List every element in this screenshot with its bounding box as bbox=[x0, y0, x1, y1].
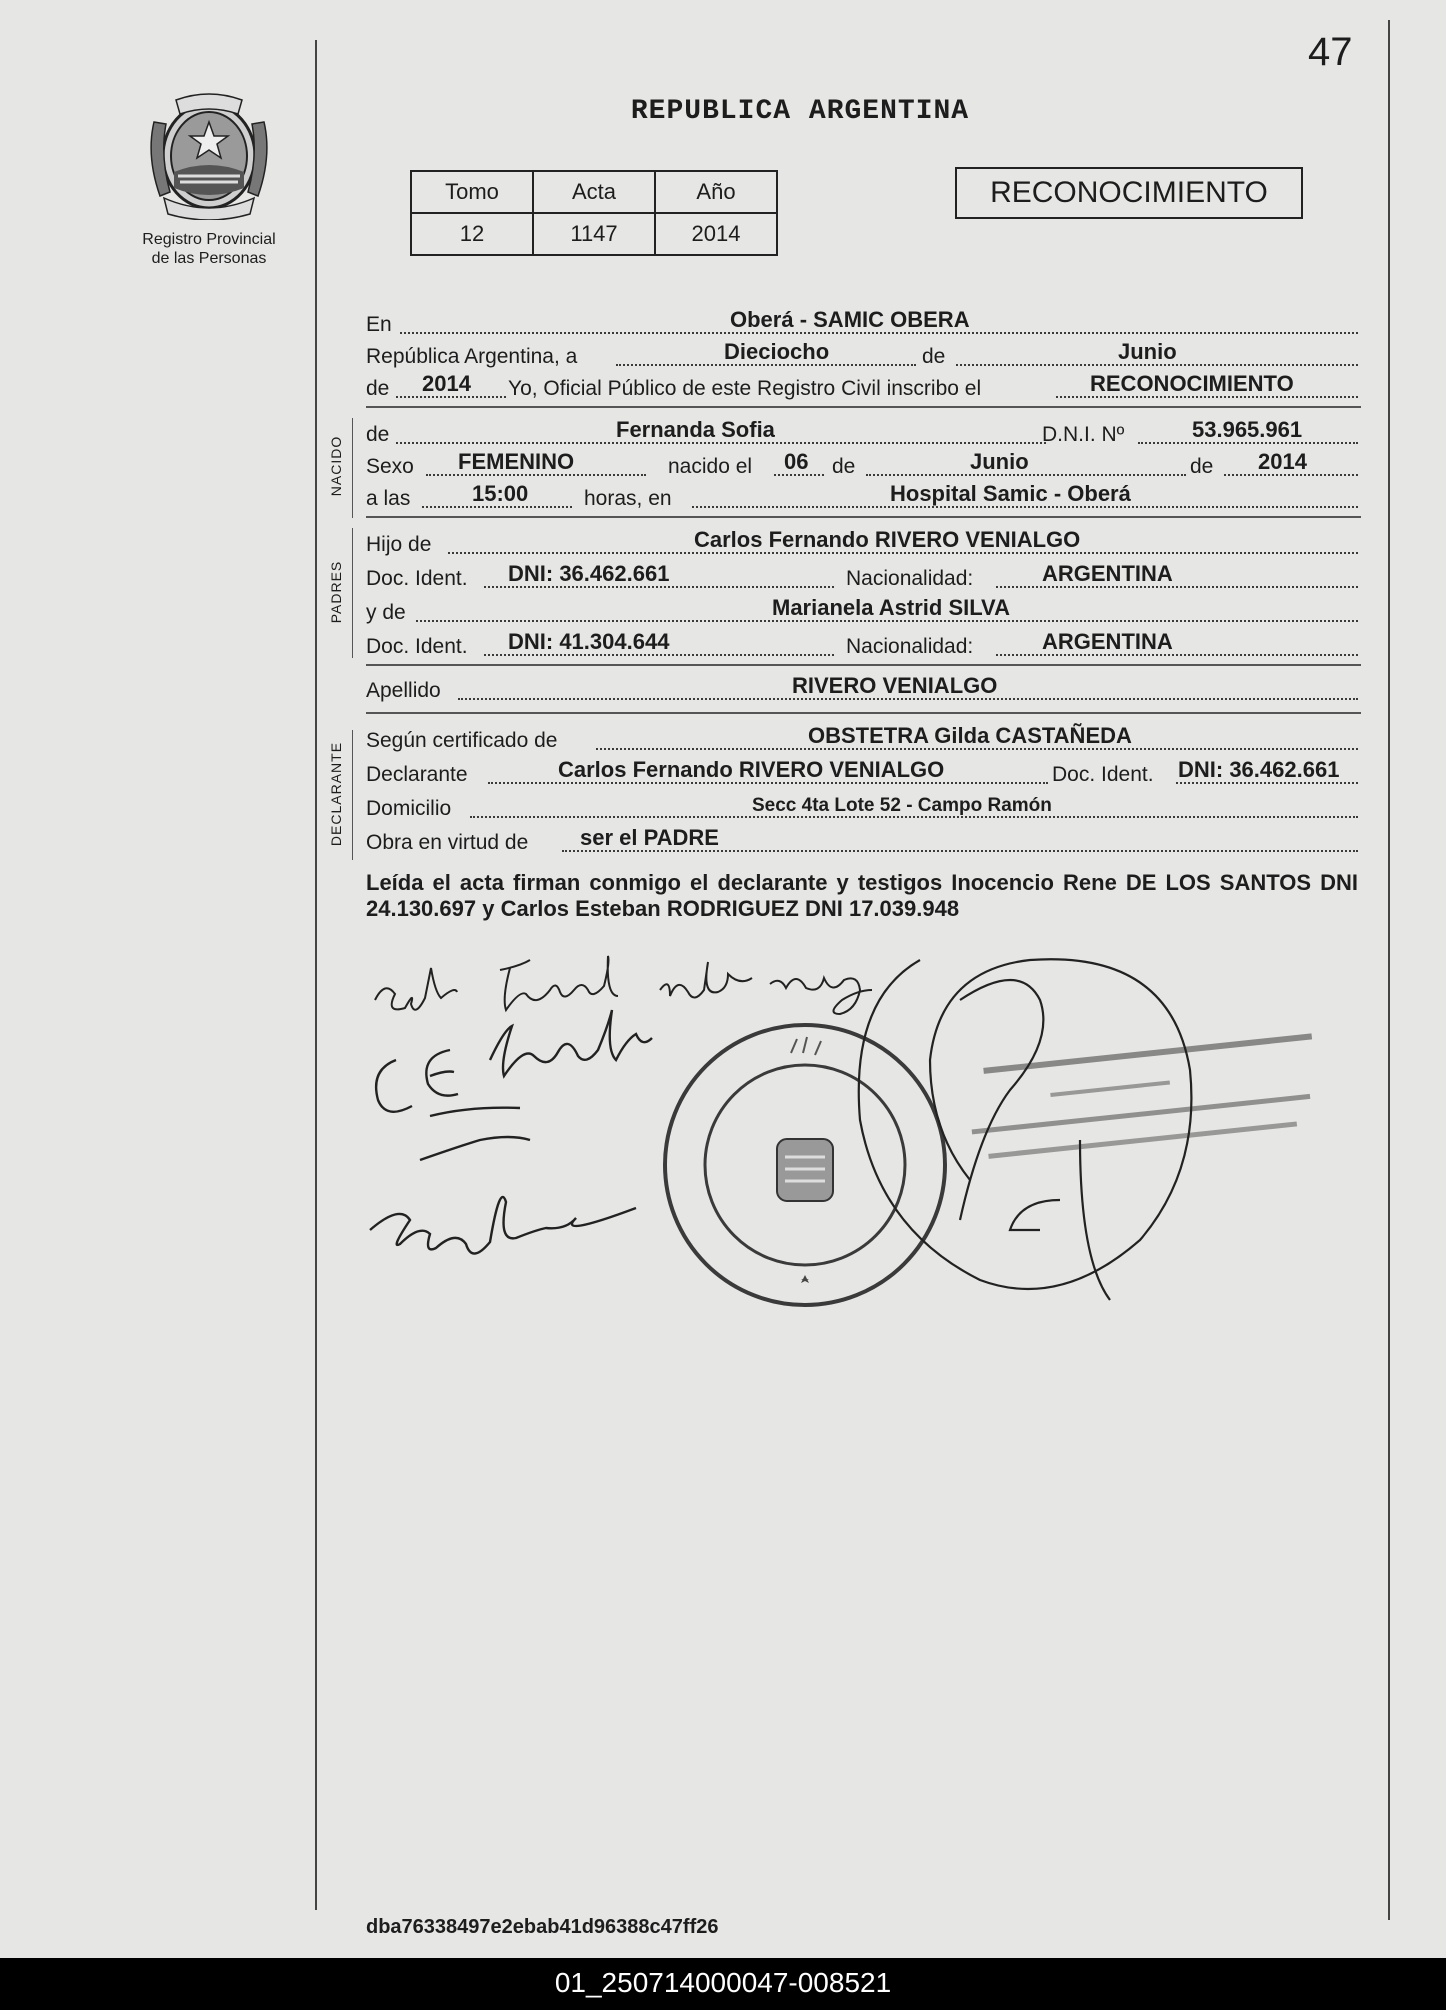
right-margin-line bbox=[1388, 20, 1390, 1920]
document-title: REPUBLICA ARGENTINA bbox=[630, 96, 970, 127]
child-name-value: Fernanda Sofia bbox=[616, 417, 775, 442]
left-margin-line bbox=[315, 40, 317, 1910]
act-type-value: RECONOCIMIENTO bbox=[1090, 371, 1294, 396]
nacionalidad-label: Nacionalidad: bbox=[846, 567, 974, 590]
de-label: de bbox=[922, 345, 946, 368]
horas-label: horas, en bbox=[584, 487, 672, 510]
row-father bbox=[366, 527, 1358, 560]
padres-section-label: PADRES bbox=[328, 560, 344, 624]
domicilio-label: Domicilio bbox=[366, 797, 452, 820]
day-words-value: Dieciocho bbox=[724, 339, 830, 364]
declarant-signature bbox=[375, 956, 872, 1014]
mother-name-value: Marianela Astrid SILVA bbox=[772, 595, 1010, 620]
declarant-name-value: Carlos Fernando RIVERO VENIALGO bbox=[558, 757, 945, 782]
section-separator bbox=[366, 712, 1361, 714]
de-label: de bbox=[1190, 455, 1214, 478]
row-place bbox=[366, 307, 1358, 340]
tomo-value: 12 bbox=[411, 213, 533, 255]
doc-ident-label: Doc. Ident. bbox=[366, 567, 468, 590]
official-signature bbox=[859, 959, 1192, 1300]
father-nat-value: ARGENTINA bbox=[1042, 561, 1173, 586]
acta-value: 1147 bbox=[533, 213, 655, 255]
doc-ident-label: Doc. Ident. bbox=[1052, 763, 1154, 786]
inscribo-label: Yo, Oficial Público de este Registro Civil inscribo el bbox=[508, 377, 982, 400]
obra-label: Obra en virtud de bbox=[366, 831, 529, 854]
row-mother bbox=[366, 595, 1358, 628]
certificate-value: OBSTETRA Gilda CASTAÑEDA bbox=[808, 723, 1132, 748]
row-obra bbox=[366, 825, 1358, 858]
reference-table bbox=[410, 170, 778, 256]
sexo-value: FEMENINO bbox=[458, 449, 575, 474]
mother-nat-value: ARGENTINA bbox=[1042, 629, 1173, 654]
file-identifier-bar: 01_250714000047-008521 bbox=[0, 1958, 1446, 2010]
row-birth bbox=[366, 449, 1358, 482]
delegation-round-stamp bbox=[665, 1025, 945, 1305]
signatures-area bbox=[360, 940, 1360, 1360]
birth-day-value: 06 bbox=[784, 449, 809, 474]
tomo-header: Tomo bbox=[411, 171, 533, 213]
declarante-bracket bbox=[352, 730, 353, 860]
month-value: Junio bbox=[1118, 339, 1177, 364]
declarante-label: Declarante bbox=[366, 763, 468, 786]
dni-label: D.N.I. Nº bbox=[1042, 423, 1125, 446]
record-kind-box: RECONOCIMIENTO bbox=[955, 167, 1303, 219]
misiones-coat-of-arms-icon bbox=[140, 92, 278, 220]
row-mother-doc bbox=[366, 629, 1358, 662]
reference-value-row bbox=[411, 213, 777, 255]
section-separator bbox=[366, 406, 1361, 408]
row-date bbox=[366, 339, 1358, 372]
doc-ident-label: Doc. Ident. bbox=[366, 635, 468, 658]
acta-header: Acta bbox=[533, 171, 655, 213]
apellido-label: Apellido bbox=[366, 679, 441, 702]
surname-value: RIVERO VENIALGO bbox=[792, 673, 998, 698]
year-value: 2014 bbox=[422, 371, 471, 396]
en-label: En bbox=[366, 313, 392, 336]
father-name-value: Carlos Fernando RIVERO VENIALGO bbox=[694, 527, 1081, 552]
nacionalidad-label: Nacionalidad: bbox=[846, 635, 974, 658]
row-child-name bbox=[366, 417, 1358, 450]
father-doc-value: DNI: 36.462.661 bbox=[508, 561, 670, 586]
witness-signature-2 bbox=[370, 1108, 636, 1254]
padres-bracket bbox=[352, 528, 353, 658]
page-number: 47 bbox=[1308, 30, 1353, 74]
child-dni-value: 53.965.961 bbox=[1192, 417, 1303, 442]
birth-place-value: Hospital Samic - Oberá bbox=[890, 481, 1131, 506]
hijo-label: Hijo de bbox=[366, 533, 432, 556]
row-certificate bbox=[366, 723, 1358, 756]
sexo-label: Sexo bbox=[366, 455, 414, 478]
section-separator bbox=[366, 516, 1361, 518]
place-value: Oberá - SAMIC OBERA bbox=[730, 307, 970, 332]
witness-signature-1 bbox=[376, 1010, 652, 1112]
certificado-label: Según certificado de bbox=[366, 729, 558, 752]
de-label: de bbox=[832, 455, 856, 478]
declarante-section-label: DECLARANTE bbox=[328, 741, 344, 847]
reference-header-row bbox=[411, 171, 777, 213]
alas-label: a las bbox=[366, 487, 411, 510]
nacido-label: nacido el bbox=[668, 455, 753, 478]
declarant-doc-value: DNI: 36.462.661 bbox=[1178, 757, 1340, 782]
closing-statement: Leída el acta firman conmigo el declarante y testigos Inocencio Rene DE LOS SANTOS DNI 24.130.697 y Carlos Esteban RODRIGUEZ DNI 17.039.948 bbox=[366, 870, 1358, 921]
birth-month-value: Junio bbox=[970, 449, 1029, 474]
notary-rectangular-stamp bbox=[965, 1033, 1321, 1160]
registry-name-line1: Registro Provincial bbox=[142, 231, 276, 248]
time-value: 15:00 bbox=[472, 481, 529, 506]
row-birth-place bbox=[366, 481, 1358, 514]
nacido-bracket bbox=[352, 418, 353, 518]
registry-name bbox=[120, 230, 298, 268]
row-father-doc bbox=[366, 561, 1358, 594]
anio-value: 2014 bbox=[655, 213, 777, 255]
republic-label: República Argentina, a bbox=[366, 345, 578, 368]
section-separator bbox=[366, 664, 1361, 666]
nacido-section-label: NACIDO bbox=[328, 435, 344, 497]
de-label: de bbox=[366, 423, 390, 446]
row-surname bbox=[366, 673, 1358, 706]
document-hash: dba76338497e2ebab41d96388c47ff26 bbox=[366, 1916, 719, 1938]
de-label: de bbox=[366, 377, 390, 400]
registry-name-line2: de las Personas bbox=[151, 250, 267, 267]
row-address bbox=[366, 794, 1358, 824]
yde-label: y de bbox=[366, 601, 406, 624]
mother-doc-value: DNI: 41.304.644 bbox=[508, 629, 670, 654]
obra-value: ser el PADRE bbox=[580, 825, 719, 850]
address-value: Secc 4ta Lote 52 - Campo Ramón bbox=[752, 795, 1052, 816]
row-act-type bbox=[366, 371, 1358, 404]
row-declarant bbox=[366, 757, 1358, 790]
birth-year-value: 2014 bbox=[1258, 449, 1307, 474]
anio-header: Año bbox=[655, 171, 777, 213]
